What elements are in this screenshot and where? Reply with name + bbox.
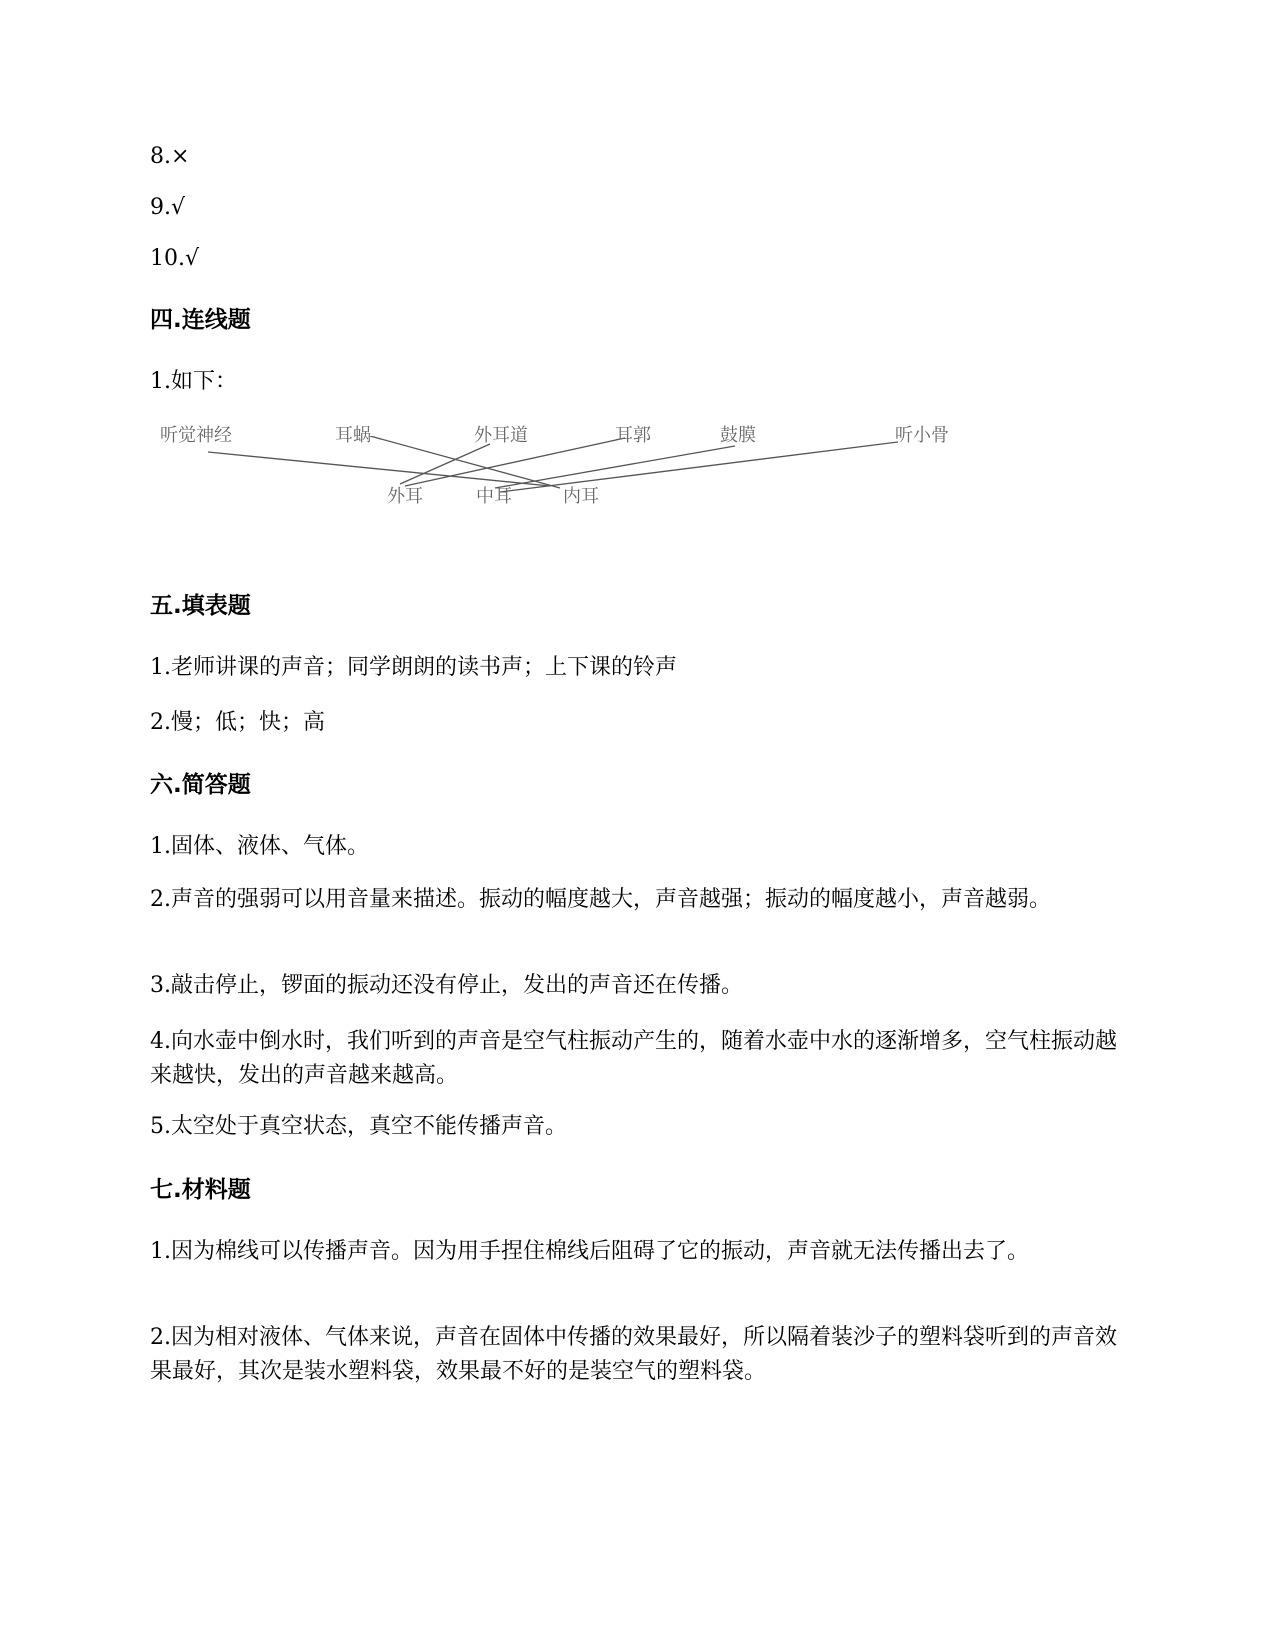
- diagram-label-ossicles: 听小骨: [895, 425, 949, 446]
- answer-9: 9.√: [150, 195, 186, 220]
- line-auditory-nerve-inner-ear: [208, 452, 550, 486]
- line-ossicles-middle-ear: [500, 442, 898, 492]
- short-answer-item-3: 3.敲击停止，锣面的振动还没有停止，发出的声音还在传播。: [150, 973, 743, 998]
- answer-8: 8.×: [150, 144, 190, 169]
- fill-table-item-2: 2.慢；低；快；高: [150, 710, 325, 735]
- short-answer-item-2: 2.声音的强弱可以用音量来描述。振动的幅度越大，声音越强；振动的幅度越小，声音越弱。: [150, 887, 1051, 912]
- line-ear-canal-outer-ear: [400, 444, 490, 484]
- section-heading-matching: 四.连线题: [150, 307, 251, 333]
- line-cochlea-inner-ear: [370, 436, 560, 488]
- answer-10: 10.√: [150, 246, 200, 271]
- section-heading-material: 七.材料题: [150, 1177, 251, 1203]
- section-heading-short-answer: 六.简答题: [150, 772, 251, 798]
- diagram-label-auricle: 耳郭: [615, 425, 651, 446]
- matching-item-1: 1.如下：: [150, 369, 237, 394]
- material-item-1: 1.因为棉线可以传播声音。因为用手捏住棉线后阻碍了它的振动，声音就无法传播出去了。: [150, 1239, 1029, 1264]
- section-heading-fill-table: 五.填表题: [150, 593, 251, 619]
- diagram-label-ear-canal: 外耳道: [474, 425, 528, 446]
- diagram-label-auditory-nerve: 听觉神经: [160, 425, 232, 446]
- diagram-label-outer-ear: 外耳: [387, 486, 423, 507]
- matching-diagram: [160, 425, 1010, 546]
- material-item-2: 2.因为相对液体、气体来说，声音在固体中传播的效果最好，所以隔着装沙子的塑料袋听到的声音效果最好，其次是装水塑料袋，效果最不好的是装空气的塑料袋。: [150, 1325, 1117, 1384]
- short-answer-item-5: 5.太空处于真空状态，真空不能传播声音。: [150, 1114, 567, 1139]
- diagram-label-eardrum: 鼓膜: [720, 425, 756, 446]
- fill-table-item-1: 1.老师讲课的声音；同学朗朗的读书声；上下课的铃声: [150, 655, 677, 680]
- short-answer-item-1: 1.固体、液体、气体。: [150, 834, 369, 859]
- short-answer-item-4: 4.向水壶中倒水时，我们听到的声音是空气柱振动产生的，随着水壶中水的逐渐增多，空气柱振动越来越快，发出的声音越来越高。: [150, 1029, 1117, 1088]
- diagram-label-inner-ear: 内耳: [563, 486, 599, 507]
- diagram-label-cochlea: 耳蜗: [335, 425, 371, 446]
- diagram-label-middle-ear: 中耳: [476, 486, 512, 507]
